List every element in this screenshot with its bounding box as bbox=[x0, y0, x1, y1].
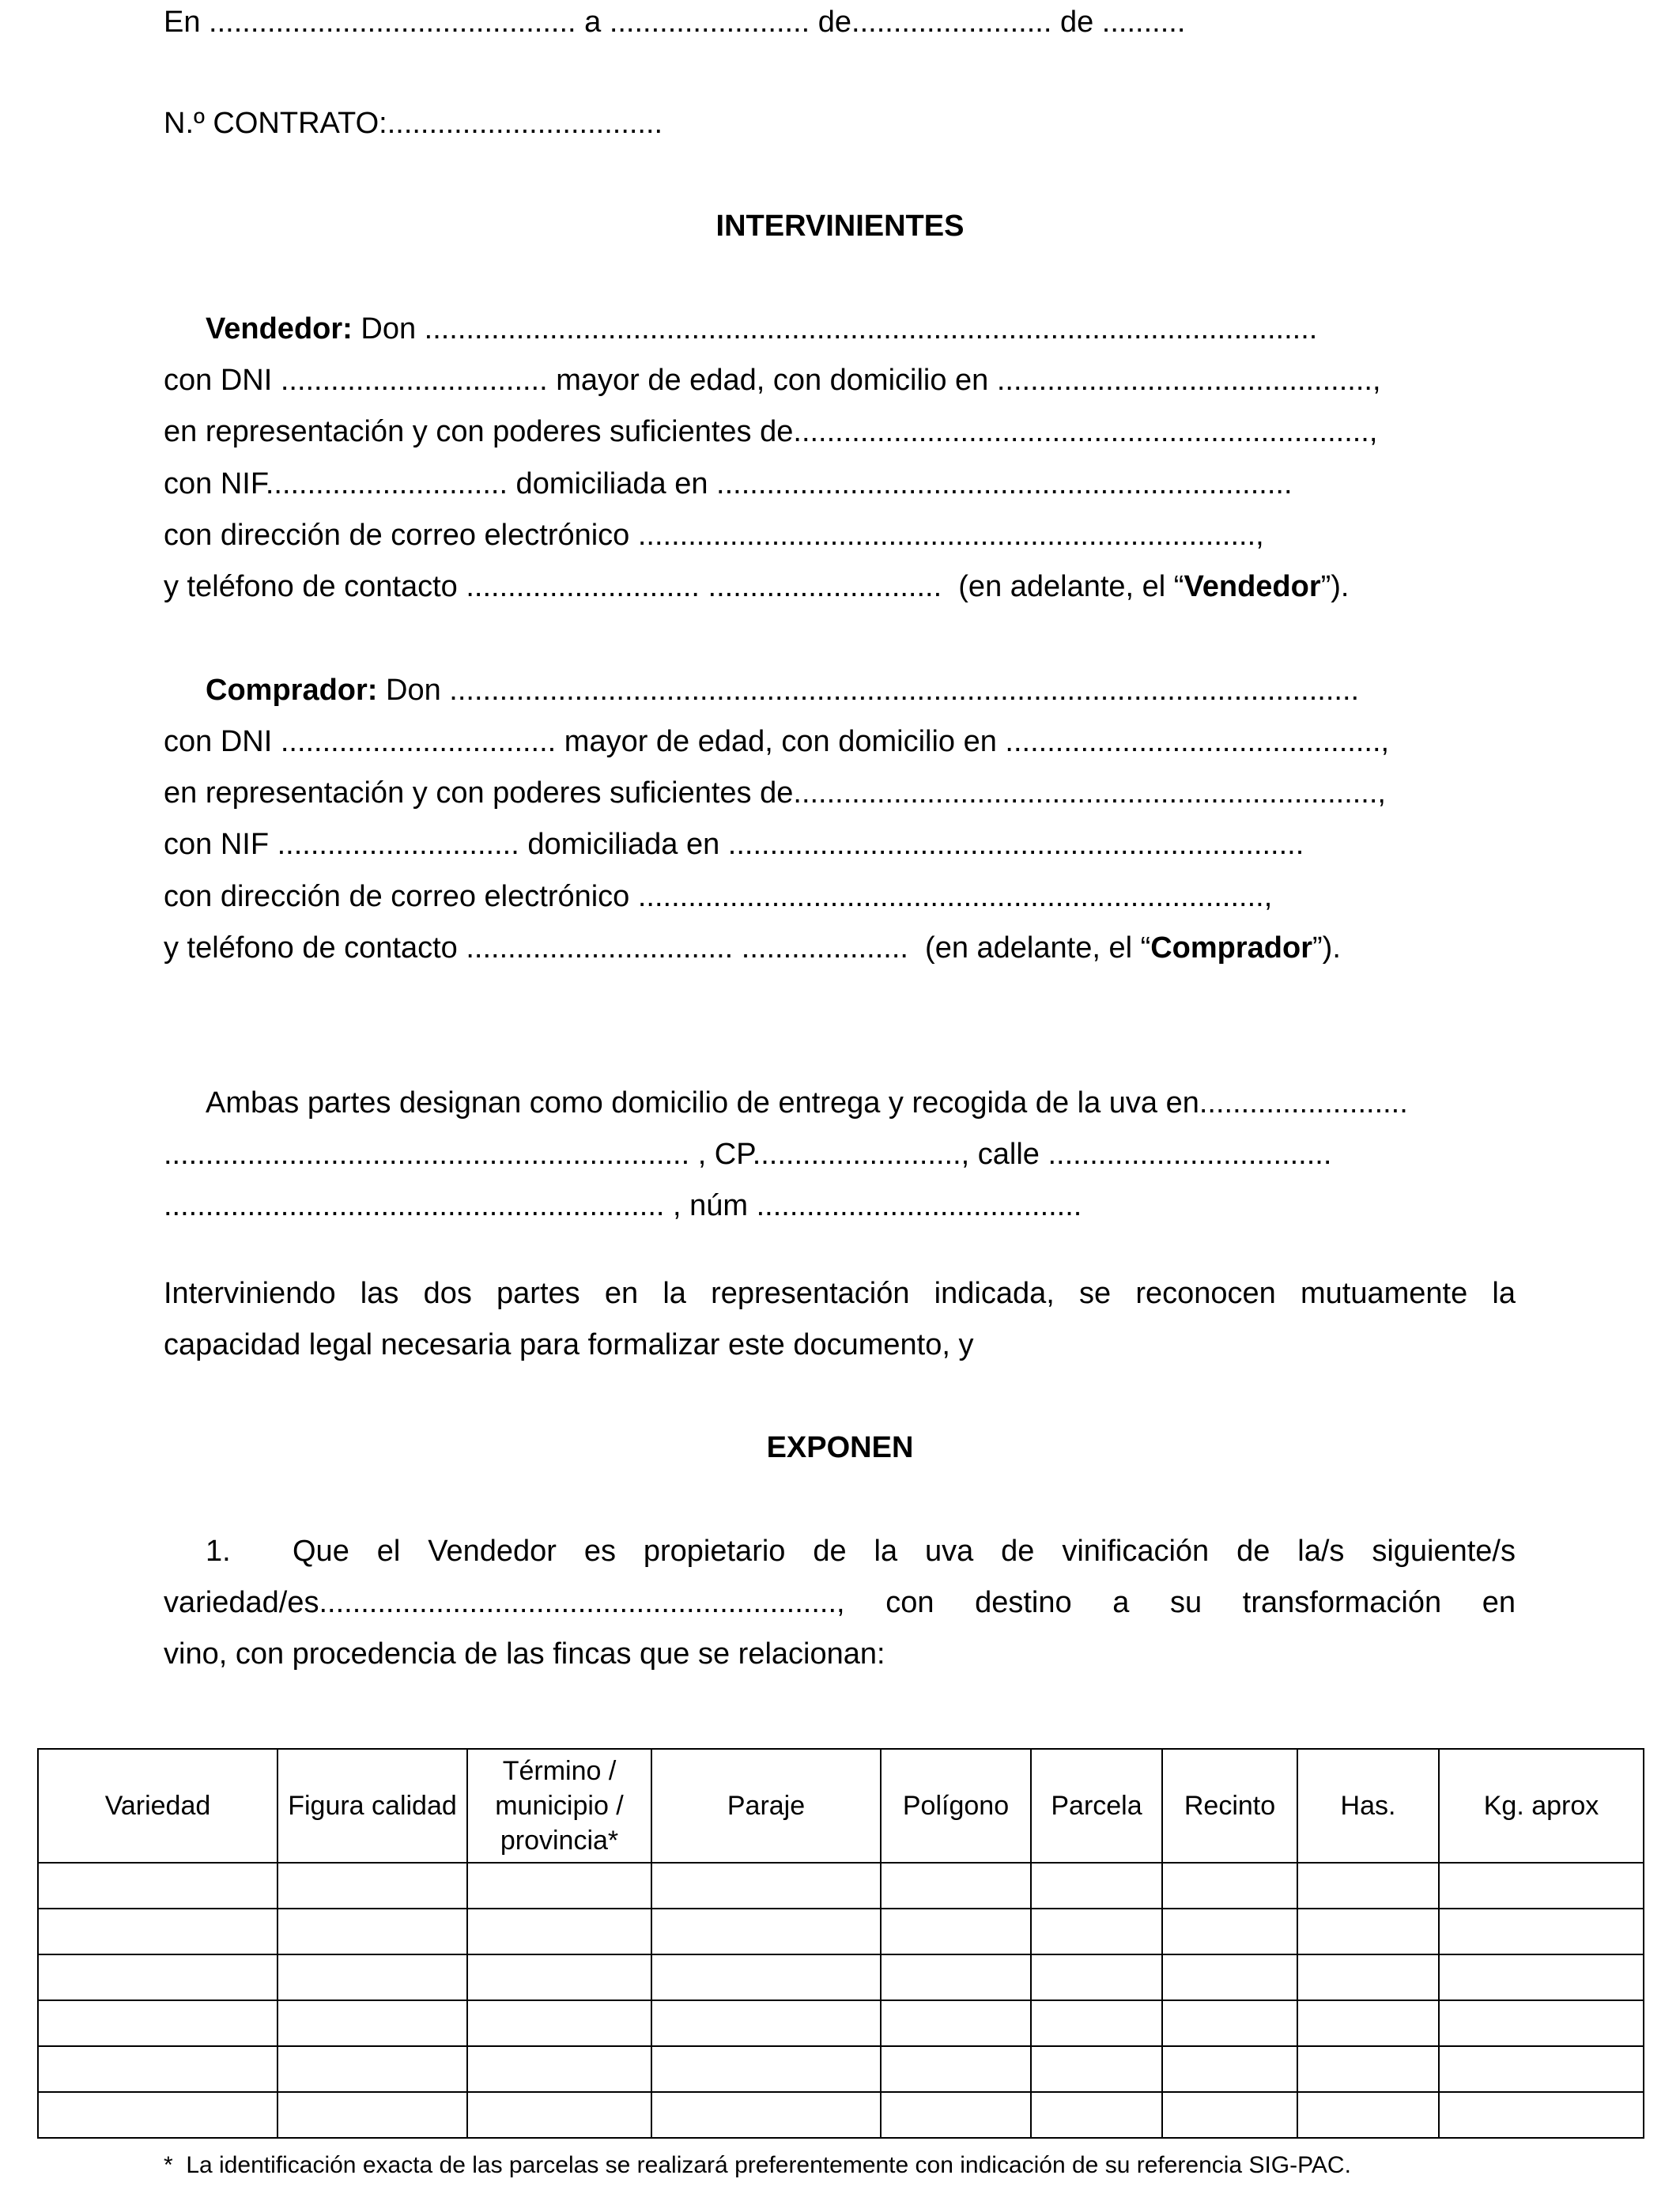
table-cell bbox=[651, 1954, 881, 2000]
reconocimiento-line-2: capacidad legal necesaria para formalizar este documento, y bbox=[164, 1328, 974, 1361]
table-cell bbox=[1439, 2046, 1644, 2092]
table-row bbox=[38, 1863, 1644, 1909]
table-cell bbox=[1439, 1909, 1644, 1954]
comprador-line-3: en representación y con poderes suficientes de......................................................................, bbox=[164, 776, 1386, 810]
exponen-line-1: 1. Que el Vendedor es propietario de la uva de vinificación de la/s siguiente/s bbox=[206, 1535, 1516, 1568]
table-cell bbox=[1162, 2000, 1297, 2046]
table-cell bbox=[1297, 1954, 1439, 2000]
table-cell bbox=[38, 1909, 277, 1954]
table-cell bbox=[277, 1909, 467, 1954]
header-parcela: Parcela bbox=[1031, 1749, 1162, 1863]
domicilio-line-3: ............................................................ , núm ....................................... bbox=[164, 1189, 1082, 1222]
table-cell bbox=[651, 2000, 881, 2046]
header-variedad: Variedad bbox=[38, 1749, 277, 1863]
table-cell bbox=[1297, 1909, 1439, 1954]
table-cell bbox=[277, 2000, 467, 2046]
table-cell bbox=[1031, 1954, 1162, 2000]
domicilio-line-1: Ambas partes designan como domicilio de entrega y recogida de la uva en......................... bbox=[206, 1086, 1408, 1120]
vendedor-line-6: y teléfono de contacto ............................ ............................ (en adelante, el “Vendedor”). bbox=[164, 570, 1350, 603]
table-cell bbox=[651, 1863, 881, 1909]
table-cell bbox=[1031, 2000, 1162, 2046]
table-cell bbox=[651, 1909, 881, 1954]
table-cell bbox=[881, 2000, 1031, 2046]
table-cell bbox=[467, 2000, 651, 2046]
table-cell bbox=[467, 1863, 651, 1909]
table-row bbox=[38, 2046, 1644, 2092]
vendedor-line-3: en representación y con poderes suficientes de....................................................................., bbox=[164, 415, 1378, 448]
footnote: * La identificación exacta de las parcelas se realizará preferentemente con indicación de su referencia SIG-PAC. bbox=[164, 2152, 1351, 2178]
exponen-item-number: 1. bbox=[206, 1535, 231, 1568]
header-kg-aprox: Kg. aprox bbox=[1439, 1749, 1644, 1863]
vendedor-label: Vendedor: bbox=[206, 312, 353, 346]
table-cell bbox=[1031, 2092, 1162, 2138]
table-cell bbox=[881, 1954, 1031, 2000]
header-recinto: Recinto bbox=[1162, 1749, 1297, 1863]
table-cell bbox=[881, 2092, 1031, 2138]
fincas-table bbox=[37, 1748, 1644, 2139]
section-title-intervinientes: INTERVINIENTES bbox=[715, 210, 965, 243]
header-figura-calidad: Figura calidad bbox=[277, 1749, 467, 1863]
vendedor-line-5: con dirección de correo electrónico .........................................................................., bbox=[164, 519, 1264, 552]
table-cell bbox=[881, 2046, 1031, 2092]
fincas-header-row bbox=[38, 1749, 1644, 1863]
table-cell bbox=[467, 1954, 651, 2000]
comprador-label: Comprador: bbox=[206, 674, 378, 707]
contract-number-line: N.º CONTRATO:................................. bbox=[164, 107, 663, 140]
vendedor-line-2: con DNI ................................ mayor de edad, con domicilio en ............................................., bbox=[164, 364, 1381, 397]
table-cell bbox=[1297, 2000, 1439, 2046]
place-date-line: En ............................................ a ........................ de........................ de .......... bbox=[164, 6, 1186, 39]
table-cell bbox=[38, 2000, 277, 2046]
table-cell bbox=[1297, 2046, 1439, 2092]
table-cell bbox=[38, 1954, 277, 2000]
table-cell bbox=[1439, 1863, 1644, 1909]
table-cell bbox=[277, 2046, 467, 2092]
table-cell bbox=[1162, 1909, 1297, 1954]
header-poligono: Polígono bbox=[881, 1749, 1031, 1863]
table-cell bbox=[38, 1863, 277, 1909]
table-cell bbox=[1162, 1863, 1297, 1909]
table-cell bbox=[277, 1863, 467, 1909]
reconocimiento-line-1: Interviniendo las dos partes en la representación indicada, se reconocen mutuamente la bbox=[164, 1277, 1516, 1310]
comprador-line-6: y teléfono de contacto ................................ .................... (en adelante, el “Comprador”). bbox=[164, 931, 1341, 965]
table-cell bbox=[651, 2092, 881, 2138]
header-has: Has. bbox=[1297, 1749, 1439, 1863]
table-cell bbox=[467, 2092, 651, 2138]
table-cell bbox=[467, 1909, 651, 1954]
table-cell bbox=[1439, 2000, 1644, 2046]
table-cell bbox=[1162, 2046, 1297, 2092]
table-cell bbox=[1297, 1863, 1439, 1909]
table-cell bbox=[1162, 1954, 1297, 2000]
exponen-line-3: vino, con procedencia de las fincas que se relacionan: bbox=[164, 1637, 885, 1671]
table-cell bbox=[1439, 1954, 1644, 2000]
table-row bbox=[38, 2092, 1644, 2138]
exponen-line-2: variedad/es.............................................................., con destino a su transformación en bbox=[164, 1586, 1516, 1619]
comprador-line-5: con dirección de correo electrónico ..........................................................................., bbox=[164, 880, 1273, 913]
table-cell bbox=[467, 2046, 651, 2092]
table-cell bbox=[1031, 1863, 1162, 1909]
table-cell bbox=[1439, 2092, 1644, 2138]
vendedor-line-1: Vendedor: Don ........................................................................................................... bbox=[206, 312, 1318, 346]
table-cell bbox=[881, 1909, 1031, 1954]
table-cell bbox=[1162, 2092, 1297, 2138]
header-termino: Término / municipio / provincia* bbox=[467, 1749, 651, 1863]
table-cell bbox=[277, 2092, 467, 2138]
table-cell bbox=[651, 2046, 881, 2092]
table-row bbox=[38, 2000, 1644, 2046]
table-row bbox=[38, 1954, 1644, 2000]
table-cell bbox=[38, 2092, 277, 2138]
table-cell bbox=[881, 1863, 1031, 1909]
vendedor-line-4: con NIF............................. domiciliada en ..................................................................... bbox=[164, 467, 1293, 500]
section-title-exponen: EXPONEN bbox=[766, 1431, 914, 1464]
table-cell bbox=[38, 2046, 277, 2092]
table-cell bbox=[1297, 2092, 1439, 2138]
table-cell bbox=[277, 1954, 467, 2000]
table-cell bbox=[1031, 1909, 1162, 1954]
table-cell bbox=[1031, 2046, 1162, 2092]
comprador-line-4: con NIF ............................. domiciliada en ..................................................................... bbox=[164, 828, 1304, 861]
domicilio-line-2: ............................................................... , CP........................., calle .................................. bbox=[164, 1138, 1332, 1171]
table-row bbox=[38, 1909, 1644, 1954]
header-paraje: Paraje bbox=[651, 1749, 881, 1863]
comprador-line-2: con DNI ................................. mayor de edad, con domicilio en ............................................., bbox=[164, 725, 1390, 758]
comprador-line-1: Comprador: Don ............................................................................................................. bbox=[206, 674, 1360, 707]
